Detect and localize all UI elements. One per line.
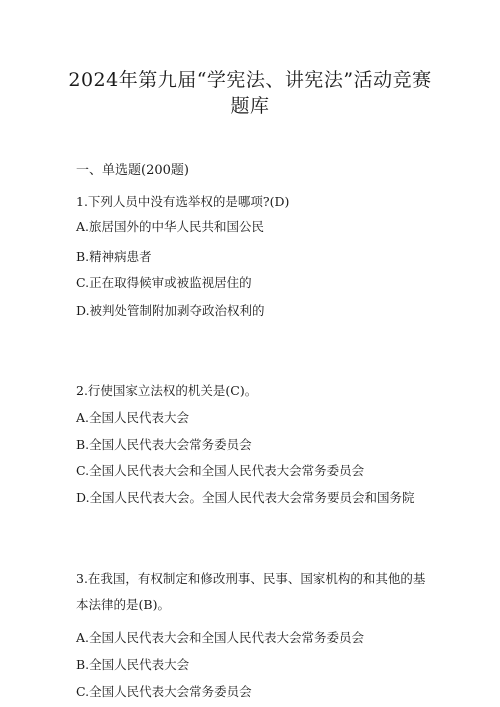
question-2-stem: 2.行使国家立法权的机关是(C)。 [76, 383, 258, 398]
question-1-option-c: C.正在取得候审或被监视居住的 [76, 275, 252, 290]
question-2-option-a: A.全国人民代表大会 [76, 410, 190, 425]
section-heading: 一、单选题(200题) [76, 163, 189, 178]
question-2-option-b: B.全国人民代表大会常务委员会 [76, 437, 252, 452]
question-2-option-d: D.全国人民代表大会。全国人民代表大会常务要员会和国务院 [76, 490, 415, 505]
question-1-stem: 1.下列人员中没有选举权的是哪项?(D) [76, 194, 290, 209]
document-title-line-2: 题库 [230, 95, 270, 117]
question-1-option-a: A.旅居国外的中华人民共和国公民 [76, 219, 265, 234]
question-3-stem-line-2: 本法律的是(B)。 [76, 597, 170, 612]
question-3-option-c: C.全国人民代表大会常务委员会 [76, 684, 252, 699]
question-3-option-a: A.全国人民代表大会和全国人民代表大会常务委员会 [76, 630, 365, 645]
question-3-stem-line-1: 3.在我国，有权制定和修改刑事、民事、国家机构的和其他的基 [76, 571, 426, 586]
question-3-option-b: B.全国人民代表大会 [76, 657, 190, 672]
question-1-option-b: B.精神病患者 [76, 249, 152, 264]
question-2-option-c: C.全国人民代表大会和全国人民代表大会常务委员会 [76, 463, 365, 478]
question-1-option-d: D.被判处管制附加剥夺政治权利的 [76, 303, 265, 318]
document-title-line-1: 2024年第九届“学宪法、讲宪法”活动竞赛 [68, 69, 432, 91]
